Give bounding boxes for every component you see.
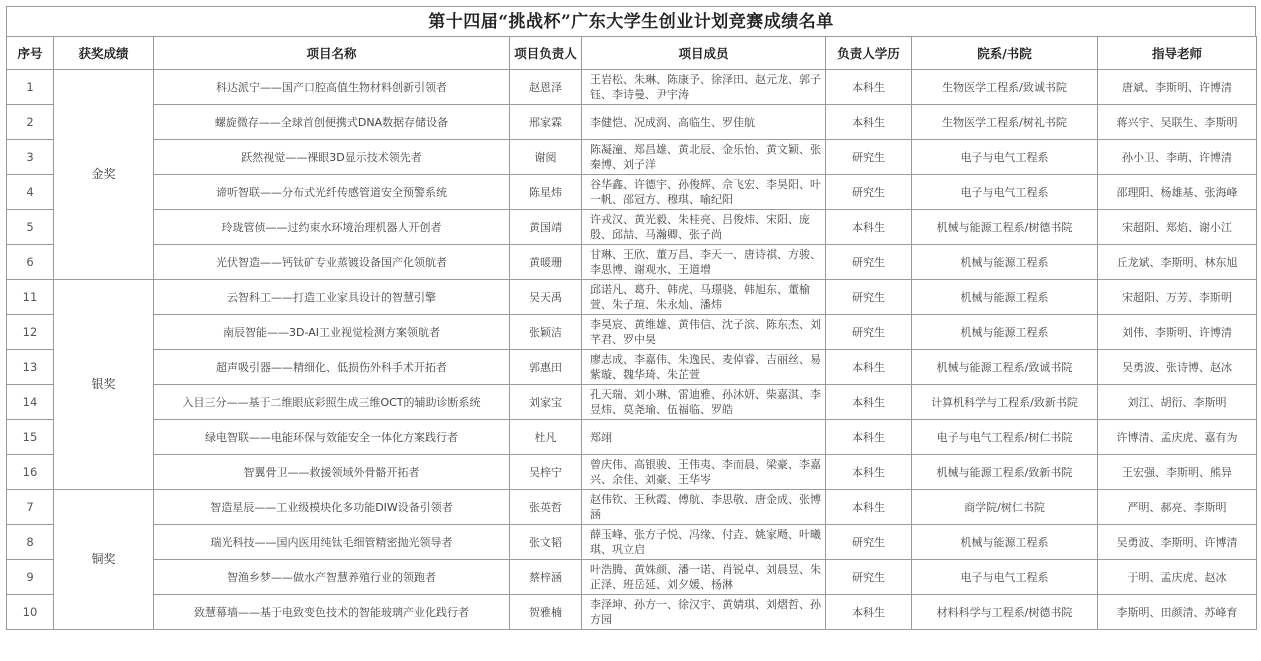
degree-cell: 研究生	[826, 245, 912, 280]
table-row	[7, 595, 1257, 630]
header-leader: 项目负责人	[510, 37, 582, 70]
table-body	[7, 70, 1257, 630]
advisor-cell: 唐斌、李斯明、许博清	[1098, 70, 1257, 105]
table-row	[7, 280, 1257, 315]
seq-cell: 6	[7, 245, 54, 280]
degree-cell: 本科生	[826, 420, 912, 455]
department-cell: 电子与电气工程系/树仁书院	[912, 420, 1098, 455]
degree-cell: 研究生	[826, 560, 912, 595]
leader-cell: 吴天禹	[510, 280, 582, 315]
advisor-cell: 于明、孟庆虎、赵冰	[1098, 560, 1257, 595]
degree-cell: 本科生	[826, 490, 912, 525]
project-name-cell: 致慧幕墙——基于电致变色技术的智能玻璃产业化践行者	[154, 595, 510, 630]
advisor-cell: 吴勇波、张诗博、赵冰	[1098, 350, 1257, 385]
advisor-cell: 王宏强、李斯明、熊异	[1098, 455, 1257, 490]
project-name-cell: 南辰智能——3D-AI工业视觉检测方案领航者	[154, 315, 510, 350]
advisor-cell: 刘江、胡衍、李斯明	[1098, 385, 1257, 420]
project-name-cell: 智翼骨卫——救援领域外骨骼开拓者	[154, 455, 510, 490]
project-name-cell: 科达派宁——国产口腔高值生物材料创新引领者	[154, 70, 510, 105]
members-cell: 薛玉峰、张方子悦、冯缘、付垚、姚家飏、叶曦琪、巩立启	[582, 525, 826, 560]
members-cell: 王岩松、朱琳、陈康予、徐泽田、赵元龙、郭子钰、李诗曼、尹宇涛	[582, 70, 826, 105]
table-row	[7, 210, 1257, 245]
members-cell: 李泽坤、孙方一、徐汉宇、黄婧琪、刘熠哲、孙方园	[582, 595, 826, 630]
degree-cell: 本科生	[826, 595, 912, 630]
degree-cell: 研究生	[826, 280, 912, 315]
project-name-cell: 谛听智联——分布式光纤传感管道安全预警系统	[154, 175, 510, 210]
seq-cell: 16	[7, 455, 54, 490]
header-advisor: 指导老师	[1098, 37, 1257, 70]
advisor-cell: 丘龙斌、李斯明、林东旭	[1098, 245, 1257, 280]
project-name-cell: 云智科工——打造工业家具设计的智慧引擎	[154, 280, 510, 315]
advisor-cell: 邵理阳、杨雄基、张海峰	[1098, 175, 1257, 210]
department-cell: 机械与能源工程系	[912, 525, 1098, 560]
degree-cell: 本科生	[826, 385, 912, 420]
department-cell: 机械与能源工程系/致新书院	[912, 455, 1098, 490]
advisor-cell: 孙小卫、李萌、许博清	[1098, 140, 1257, 175]
table-row	[7, 315, 1257, 350]
leader-cell: 张文韬	[510, 525, 582, 560]
leader-cell: 郭惠田	[510, 350, 582, 385]
department-cell: 机械与能源工程系	[912, 245, 1098, 280]
seq-cell: 11	[7, 280, 54, 315]
header-members: 项目成员	[582, 37, 826, 70]
project-name-cell: 智造星辰——工业级模块化多功能DIW设备引领者	[154, 490, 510, 525]
members-cell: 李健恺、况成润、高临生、罗佳航	[582, 105, 826, 140]
members-cell: 曾庆伟、高银骏、王伟夷、李而晨、梁豪、李嘉兴、余佳、刘豪、王华岑	[582, 455, 826, 490]
department-cell: 计算机科学与工程系/致新书院	[912, 385, 1098, 420]
department-cell: 机械与能源工程系	[912, 280, 1098, 315]
seq-cell: 10	[7, 595, 54, 630]
leader-cell: 杜凡	[510, 420, 582, 455]
award-cell: 银奖	[54, 280, 154, 490]
degree-cell: 本科生	[826, 455, 912, 490]
leader-cell: 黄暖珊	[510, 245, 582, 280]
seq-cell: 13	[7, 350, 54, 385]
members-cell: 廖志成、李嘉伟、朱逸民、麦倬睿、吉丽丝、易紫璇、魏华琦、朱芷萱	[582, 350, 826, 385]
department-cell: 电子与电气工程系	[912, 140, 1098, 175]
department-cell: 生物医学工程系/树礼书院	[912, 105, 1098, 140]
seq-cell: 7	[7, 490, 54, 525]
table-row	[7, 105, 1257, 140]
advisor-cell: 刘伟、李斯明、许博清	[1098, 315, 1257, 350]
degree-cell: 研究生	[826, 175, 912, 210]
seq-cell: 15	[7, 420, 54, 455]
leader-cell: 邢家霖	[510, 105, 582, 140]
members-cell: 甘琳、王欣、董万昌、李天一、唐诗祺、方骏、李思博、谢观水、王道增	[582, 245, 826, 280]
advisor-cell: 吴勇波、李斯明、许博清	[1098, 525, 1257, 560]
leader-cell: 黄国靖	[510, 210, 582, 245]
advisor-cell: 李斯明、田颜清、苏峰育	[1098, 595, 1257, 630]
advisor-cell: 宋超阳、郑焰、谢小江	[1098, 210, 1257, 245]
table-row	[7, 140, 1257, 175]
members-cell: 李昊宸、黄维雄、黄伟信、沈子滨、陈东杰、刘芊君、罗中昊	[582, 315, 826, 350]
leader-cell: 蔡梓涵	[510, 560, 582, 595]
leader-cell: 吴梓宁	[510, 455, 582, 490]
degree-cell: 本科生	[826, 350, 912, 385]
advisor-cell: 宋超阳、万芳、李斯明	[1098, 280, 1257, 315]
seq-cell: 2	[7, 105, 54, 140]
header-row	[7, 37, 1257, 70]
seq-cell: 1	[7, 70, 54, 105]
award-cell: 金奖	[54, 70, 154, 280]
advisor-cell: 许博清、孟庆虎、嘉有为	[1098, 420, 1257, 455]
degree-cell: 本科生	[826, 210, 912, 245]
project-name-cell: 玲珑管侦——过约束水环境治理机器人开创者	[154, 210, 510, 245]
members-cell: 郑翊	[582, 420, 826, 455]
project-name-cell: 螺旋微存——全球首创便携式DNA数据存储设备	[154, 105, 510, 140]
members-cell: 许戎汉、黄光毅、朱桂亮、吕俊炜、宋阳、庞殷、邱喆、马瀚卿、张子尚	[582, 210, 826, 245]
department-cell: 生物医学工程系/致诚书院	[912, 70, 1098, 105]
degree-cell: 本科生	[826, 70, 912, 105]
department-cell: 机械与能源工程系	[912, 315, 1098, 350]
department-cell: 机械与能源工程系/树德书院	[912, 210, 1098, 245]
members-cell: 陈凝潼、郑昌雄、黄北辰、金乐怡、黄文颖、张秦博、刘子洋	[582, 140, 826, 175]
header-degree: 负责人学历	[826, 37, 912, 70]
leader-cell: 张颖洁	[510, 315, 582, 350]
degree-cell: 研究生	[826, 315, 912, 350]
table-row	[7, 490, 1257, 525]
table-row	[7, 560, 1257, 595]
leader-cell: 谢阅	[510, 140, 582, 175]
department-cell: 材料科学与工程系/树德书院	[912, 595, 1098, 630]
seq-cell: 8	[7, 525, 54, 560]
results-table	[6, 36, 1257, 630]
members-cell: 叶浩腾、黄姝颜、潘一诺、肖锐卓、刘晨昱、朱正泽、班岳延、刘夕媛、杨淋	[582, 560, 826, 595]
page-title: 第十四届“挑战杯”广东大学生创业计划竞赛成绩名单	[6, 6, 1256, 36]
leader-cell: 贺雅楠	[510, 595, 582, 630]
members-cell: 孔天瑞、刘小琳、雷迪雅、孙沐妍、柴嘉淇、李昱炜、莫尧瑜、伍福临、罗皓	[582, 385, 826, 420]
table-row	[7, 175, 1257, 210]
seq-cell: 4	[7, 175, 54, 210]
department-cell: 商学院/树仁书院	[912, 490, 1098, 525]
department-cell: 电子与电气工程系	[912, 175, 1098, 210]
table-row	[7, 70, 1257, 105]
advisor-cell: 严明、郝亮、李斯明	[1098, 490, 1257, 525]
project-name-cell: 智渔乡梦——做水产智慧养殖行业的领跑者	[154, 560, 510, 595]
leader-cell: 刘家宝	[510, 385, 582, 420]
project-name-cell: 入目三分——基于二维眼底彩照生成三维OCT的辅助诊断系统	[154, 385, 510, 420]
table-row	[7, 385, 1257, 420]
header-award: 获奖成绩	[54, 37, 154, 70]
department-cell: 机械与能源工程系/致诚书院	[912, 350, 1098, 385]
members-cell: 谷华鑫、许德宇、孙俊辉、佘飞宏、李昊阳、叶一帆、邵冠方、穆琪、喻纪阳	[582, 175, 826, 210]
seq-cell: 9	[7, 560, 54, 595]
header-project: 项目名称	[154, 37, 510, 70]
seq-cell: 12	[7, 315, 54, 350]
members-cell: 邱诺凡、葛升、韩虎、马璟骁、韩旭东、董榆萱、朱子瑄、朱永灿、潘炜	[582, 280, 826, 315]
header-seq: 序号	[7, 37, 54, 70]
project-name-cell: 绿电智联——电能环保与效能安全一体化方案践行者	[154, 420, 510, 455]
leader-cell: 赵恩泽	[510, 70, 582, 105]
award-cell: 铜奖	[54, 490, 154, 630]
project-name-cell: 跃然视觉——裸眼3D显示技术领先者	[154, 140, 510, 175]
degree-cell: 研究生	[826, 140, 912, 175]
project-name-cell: 超声吸引器——精细化、低损伤外科手术开拓者	[154, 350, 510, 385]
project-name-cell: 瑞光科技——国内医用纯钛毛细管精密抛光领导者	[154, 525, 510, 560]
table-row	[7, 455, 1257, 490]
leader-cell: 张英哲	[510, 490, 582, 525]
header-dept: 院系/书院	[912, 37, 1098, 70]
seq-cell: 14	[7, 385, 54, 420]
seq-cell: 3	[7, 140, 54, 175]
table-row	[7, 245, 1257, 280]
project-name-cell: 光伏智造——钙钛矿专业蒸镀设备国产化领航者	[154, 245, 510, 280]
seq-cell: 5	[7, 210, 54, 245]
members-cell: 赵伟钦、王秋霞、傅航、李思敬、唐金成、张博涵	[582, 490, 826, 525]
department-cell: 电子与电气工程系	[912, 560, 1098, 595]
advisor-cell: 蒋兴宇、吴联生、李斯明	[1098, 105, 1257, 140]
leader-cell: 陈星炜	[510, 175, 582, 210]
table-row	[7, 525, 1257, 560]
results-sheet	[6, 6, 1256, 630]
table-row	[7, 350, 1257, 385]
degree-cell: 研究生	[826, 525, 912, 560]
degree-cell: 本科生	[826, 105, 912, 140]
table-row	[7, 420, 1257, 455]
